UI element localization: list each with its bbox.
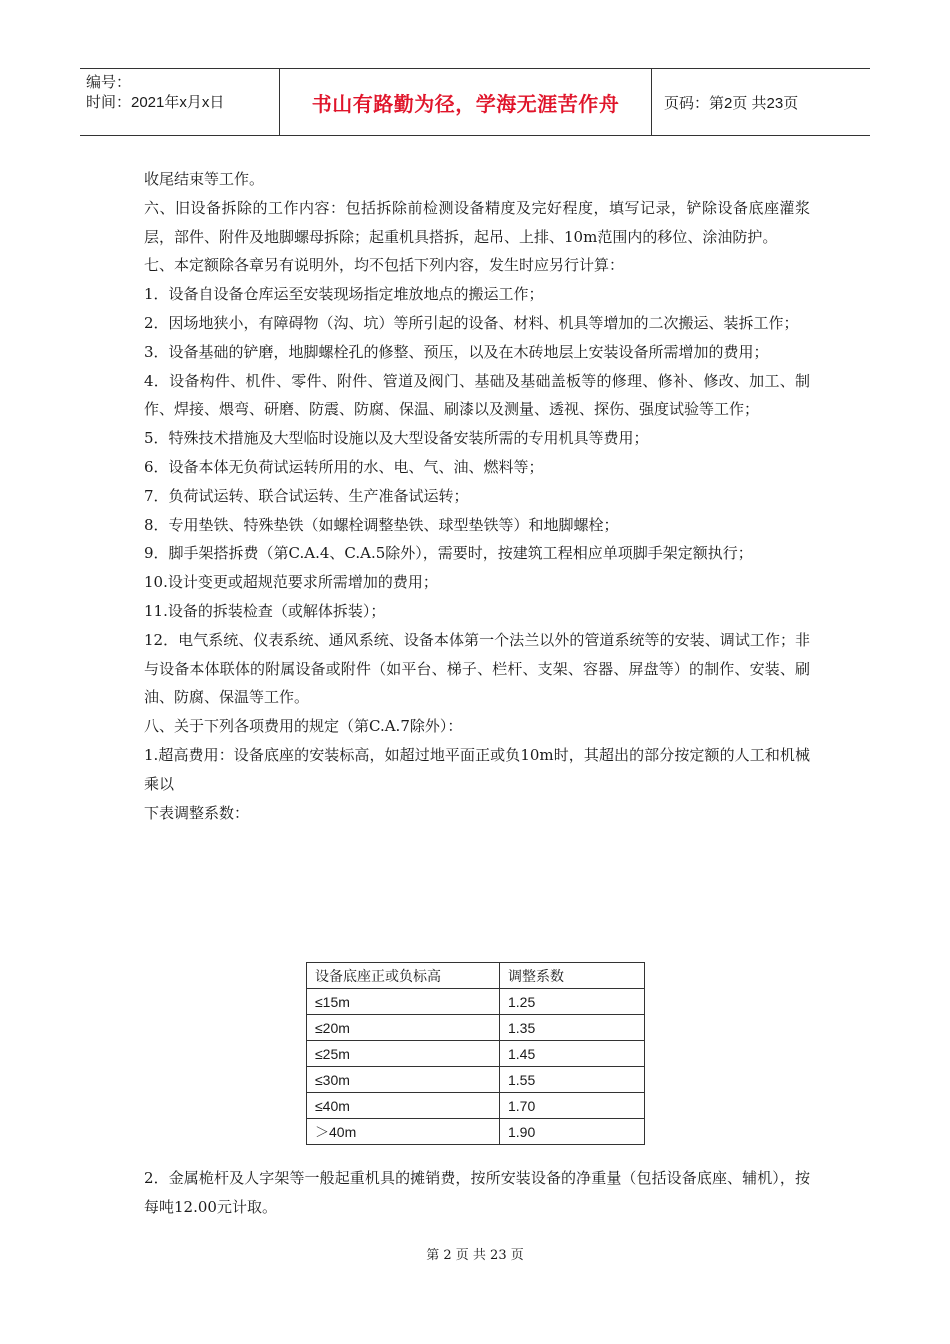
coefficient-cell: 1.90 xyxy=(500,1119,645,1145)
paragraph: 七、本定额除各章另有说明外，均不包括下列内容，发生时应另行计算： xyxy=(144,256,625,275)
list-item: 11.设备的拆装检查（或解体拆装）； xyxy=(144,601,386,620)
elevation-cell: ≤40m xyxy=(307,1093,500,1119)
list-item: 10.设计变更或超规范要求所需增加的费用； xyxy=(144,573,438,592)
table-header-row xyxy=(307,963,645,989)
time-label: 时间：2021年x月x日 xyxy=(86,94,225,111)
list-item: 12．电气系统、仪表系统、通风系统、设备本体第一个法兰以外的管道系统等的安装、调试工作；非与设备本体联体的附属设备或附件（如平台、梯子、栏杆、支架、容器、屏盘等）的制作、安装、刷油、防腐、保温等工作。 xyxy=(144,630,810,707)
table-row xyxy=(307,1093,645,1119)
coefficient-cell: 1.45 xyxy=(500,1041,645,1067)
table-intro: 下表调整系数： xyxy=(144,803,250,822)
elevation-cell: ≤25m xyxy=(307,1041,500,1067)
elevation-cell: ≤15m xyxy=(307,989,500,1015)
paragraph: 收尾结束等工作。 xyxy=(144,170,265,188)
table-row xyxy=(307,1041,645,1067)
list-item: 6．设备本体无负荷试运转所用的水、电、气、油、燃料等； xyxy=(144,457,544,476)
after-table-text xyxy=(144,1164,810,1222)
column-header-coefficient: 调整系数 xyxy=(500,963,645,989)
table-row xyxy=(307,1015,645,1041)
coefficient-cell: 1.25 xyxy=(500,989,645,1015)
header-motto: 书山有路勤为径，学海无涯苦作舟 xyxy=(280,69,652,135)
page-footer: 第 2 页 共 23 页 xyxy=(426,1248,524,1263)
table-row xyxy=(307,1119,645,1145)
elevation-cell: ＞40m xyxy=(307,1119,500,1145)
table-row xyxy=(307,989,645,1015)
list-item: 2．因场地狭小，有障碍物（沟、坑）等所引起的设备、材料、机具等增加的二次搬运、装拆工作； xyxy=(144,313,799,332)
serial-label: 编号： xyxy=(86,74,132,91)
list-item: 4．设备构件、机件、零件、附件、管道及阀门、基础及基础盖板等的修理、修补、修改、加工、制作、焊接、煨弯、研磨、防震、防腐、保温、刷漆以及测量、透视、探伤、强度试验等工作； xyxy=(144,371,810,419)
list-item: 5．特殊技术措施及大型临时设施以及大型设备安装所需的专用机具等费用； xyxy=(144,429,649,448)
header-meta xyxy=(80,69,280,135)
page-header xyxy=(80,68,870,136)
coefficient-table xyxy=(306,962,645,1145)
table-row xyxy=(307,1067,645,1093)
elevation-cell: ≤20m xyxy=(307,1015,500,1041)
list-item: 7．负荷试运转、联合试运转、生产准备试运转； xyxy=(144,486,469,505)
list-item: 8．专用垫铁、特殊垫铁（如螺栓调整垫铁、球型垫铁等）和地脚螺栓； xyxy=(144,515,619,534)
list-item: 9．脚手架搭拆费（第C.A.4、C.A.5除外），需要时，按建筑工程相应单项脚手架定额执行； xyxy=(144,544,753,563)
header-page-info: 页码：第2页 共23页 xyxy=(664,94,799,112)
list-item: 2．金属桅杆及人字架等一般起重机具的摊销费，按所安装设备的净重量（包括设备底座、辅机），按每吨12.00元计取。 xyxy=(144,1169,810,1216)
coefficient-cell: 1.35 xyxy=(500,1015,645,1041)
list-item: 3．设备基础的铲磨，地脚螺栓孔的修整、预压，以及在木砖地层上安装设备所需增加的费用； xyxy=(144,342,769,361)
coefficient-cell: 1.70 xyxy=(500,1093,645,1119)
coefficient-cell: 1.55 xyxy=(500,1067,645,1093)
list-item: 1.超高费用：设备底座的安装标高，如超过地平面正或负10m时，其超出的部分按定额的人工和机械乘以 xyxy=(144,745,810,793)
list-item: 1．设备自设备仓库运至安装现场指定堆放地点的搬运工作； xyxy=(144,285,544,304)
section-heading: 八、关于下列各项费用的规定（第C.A.7除外）： xyxy=(144,717,463,736)
elevation-cell: ≤30m xyxy=(307,1067,500,1093)
column-header-elevation: 设备底座正或负标高 xyxy=(307,963,500,989)
paragraph: 六、旧设备拆除的工作内容：包括拆除前检测设备精度及完好程度，填写记录，铲除设备底座灌浆层，部件、附件及地脚螺母拆除；起重机具搭拆，起吊、上排、10m范围内的移位、涂油防护。 xyxy=(144,198,810,246)
document-body xyxy=(144,165,810,827)
